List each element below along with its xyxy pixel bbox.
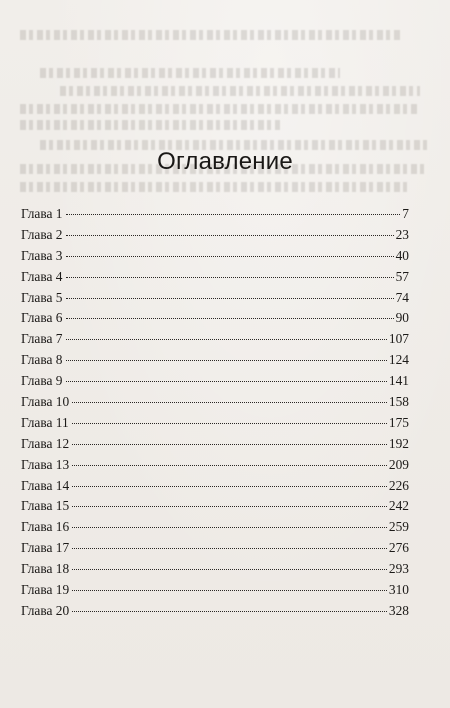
toc-entry[interactable]: [21, 559, 409, 580]
page-title: Оглавление: [157, 148, 293, 175]
dot-leader: [66, 277, 394, 278]
toc-entry-page-number: 107: [388, 331, 409, 347]
bleed-through-texture: [20, 120, 280, 130]
toc-entry-label: Глава 3: [21, 247, 63, 263]
toc-entry[interactable]: [21, 371, 409, 392]
toc-entry-label: Глава 2: [21, 226, 63, 242]
dot-leader: [66, 339, 387, 340]
dot-leader: [66, 235, 394, 236]
dot-leader: [66, 318, 394, 319]
toc-entry-page-number: 242: [388, 498, 409, 514]
toc-entry-label: Глава 10: [21, 394, 70, 410]
dot-leader: [72, 611, 387, 612]
toc-entry-page-number: 293: [388, 561, 409, 577]
dot-leader: [72, 465, 387, 466]
table-of-contents: [21, 204, 409, 622]
dot-leader: [72, 444, 387, 445]
dot-leader: [66, 381, 387, 382]
toc-entry-page-number: 310: [388, 582, 409, 598]
dot-leader: [72, 569, 387, 570]
toc-entry[interactable]: [21, 308, 409, 329]
dot-leader: [66, 214, 401, 215]
toc-entry-page-number: 74: [395, 289, 409, 305]
dot-leader: [72, 402, 387, 403]
toc-entry-page-number: 259: [388, 519, 409, 535]
toc-entry[interactable]: [21, 288, 409, 309]
toc-entry[interactable]: [21, 225, 409, 246]
bleed-through-texture: [20, 104, 420, 114]
toc-entry-label: Глава 18: [21, 561, 70, 577]
dot-leader: [66, 360, 387, 361]
toc-entry-page-number: 192: [388, 435, 409, 451]
bleed-through-texture: [60, 86, 420, 96]
toc-entry[interactable]: [21, 476, 409, 497]
toc-entry-page-number: 209: [388, 456, 409, 472]
dot-leader: [66, 298, 394, 299]
toc-entry-label: Глава 17: [21, 540, 70, 556]
toc-entry-label: Глава 6: [21, 310, 63, 326]
toc-entry[interactable]: [21, 538, 409, 559]
toc-entry-page-number: 175: [388, 414, 409, 430]
toc-entry-label: Глава 13: [21, 456, 70, 472]
toc-entry-page-number: 40: [395, 247, 409, 263]
bleed-through-texture: [20, 30, 400, 40]
toc-entry[interactable]: [21, 517, 409, 538]
toc-entry-label: Глава 1: [21, 206, 63, 221]
toc-entry-label: Глава 5: [21, 289, 63, 305]
dot-leader: [72, 486, 387, 487]
toc-entry[interactable]: [21, 246, 409, 267]
toc-entry[interactable]: [21, 455, 409, 476]
dot-leader: [72, 590, 387, 591]
toc-entry-page-number: 141: [388, 373, 409, 389]
dot-leader: [72, 506, 387, 507]
dot-leader: [66, 256, 394, 257]
dot-leader: [72, 423, 387, 424]
dot-leader: [72, 527, 387, 528]
toc-entry-label: Глава 16: [21, 519, 70, 535]
toc-entry-page-number: 276: [388, 540, 409, 556]
bleed-through-texture: [40, 68, 340, 78]
toc-entry[interactable]: [21, 392, 409, 413]
toc-entry[interactable]: [21, 496, 409, 517]
toc-entry[interactable]: [21, 434, 409, 455]
toc-entry-page-number: 226: [388, 477, 409, 493]
toc-entry-label: Глава 7: [21, 331, 63, 347]
toc-entry-page-number: 328: [388, 602, 409, 618]
toc-entry-label: Глава 12: [21, 435, 70, 451]
toc-entry-label: Глава 14: [21, 477, 70, 493]
bleed-through-texture: [20, 182, 410, 192]
toc-entry-page-number: 158: [388, 394, 409, 410]
toc-entry[interactable]: [21, 204, 409, 225]
toc-entry[interactable]: [21, 413, 409, 434]
toc-entry[interactable]: [21, 601, 409, 622]
toc-entry[interactable]: [21, 580, 409, 601]
toc-entry-page-number: 90: [395, 310, 409, 326]
toc-entry-label: Глава 8: [21, 352, 63, 368]
toc-entry[interactable]: [21, 267, 409, 288]
toc-entry-label: Глава 19: [21, 582, 70, 598]
dot-leader: [72, 548, 387, 549]
toc-entry-label: Глава 20: [21, 602, 70, 618]
toc-entry-label: Глава 11: [21, 414, 69, 430]
toc-entry-page-number: 57: [395, 268, 409, 284]
toc-entry[interactable]: [21, 350, 409, 371]
toc-entry-page-number: 7: [402, 206, 409, 221]
toc-entry-label: Глава 15: [21, 498, 70, 514]
toc-entry-page-number: 23: [395, 226, 409, 242]
toc-entry-page-number: 124: [388, 352, 409, 368]
toc-entry-label: Глава 9: [21, 373, 63, 389]
toc-entry-label: Глава 4: [21, 268, 63, 284]
toc-entry[interactable]: [21, 329, 409, 350]
